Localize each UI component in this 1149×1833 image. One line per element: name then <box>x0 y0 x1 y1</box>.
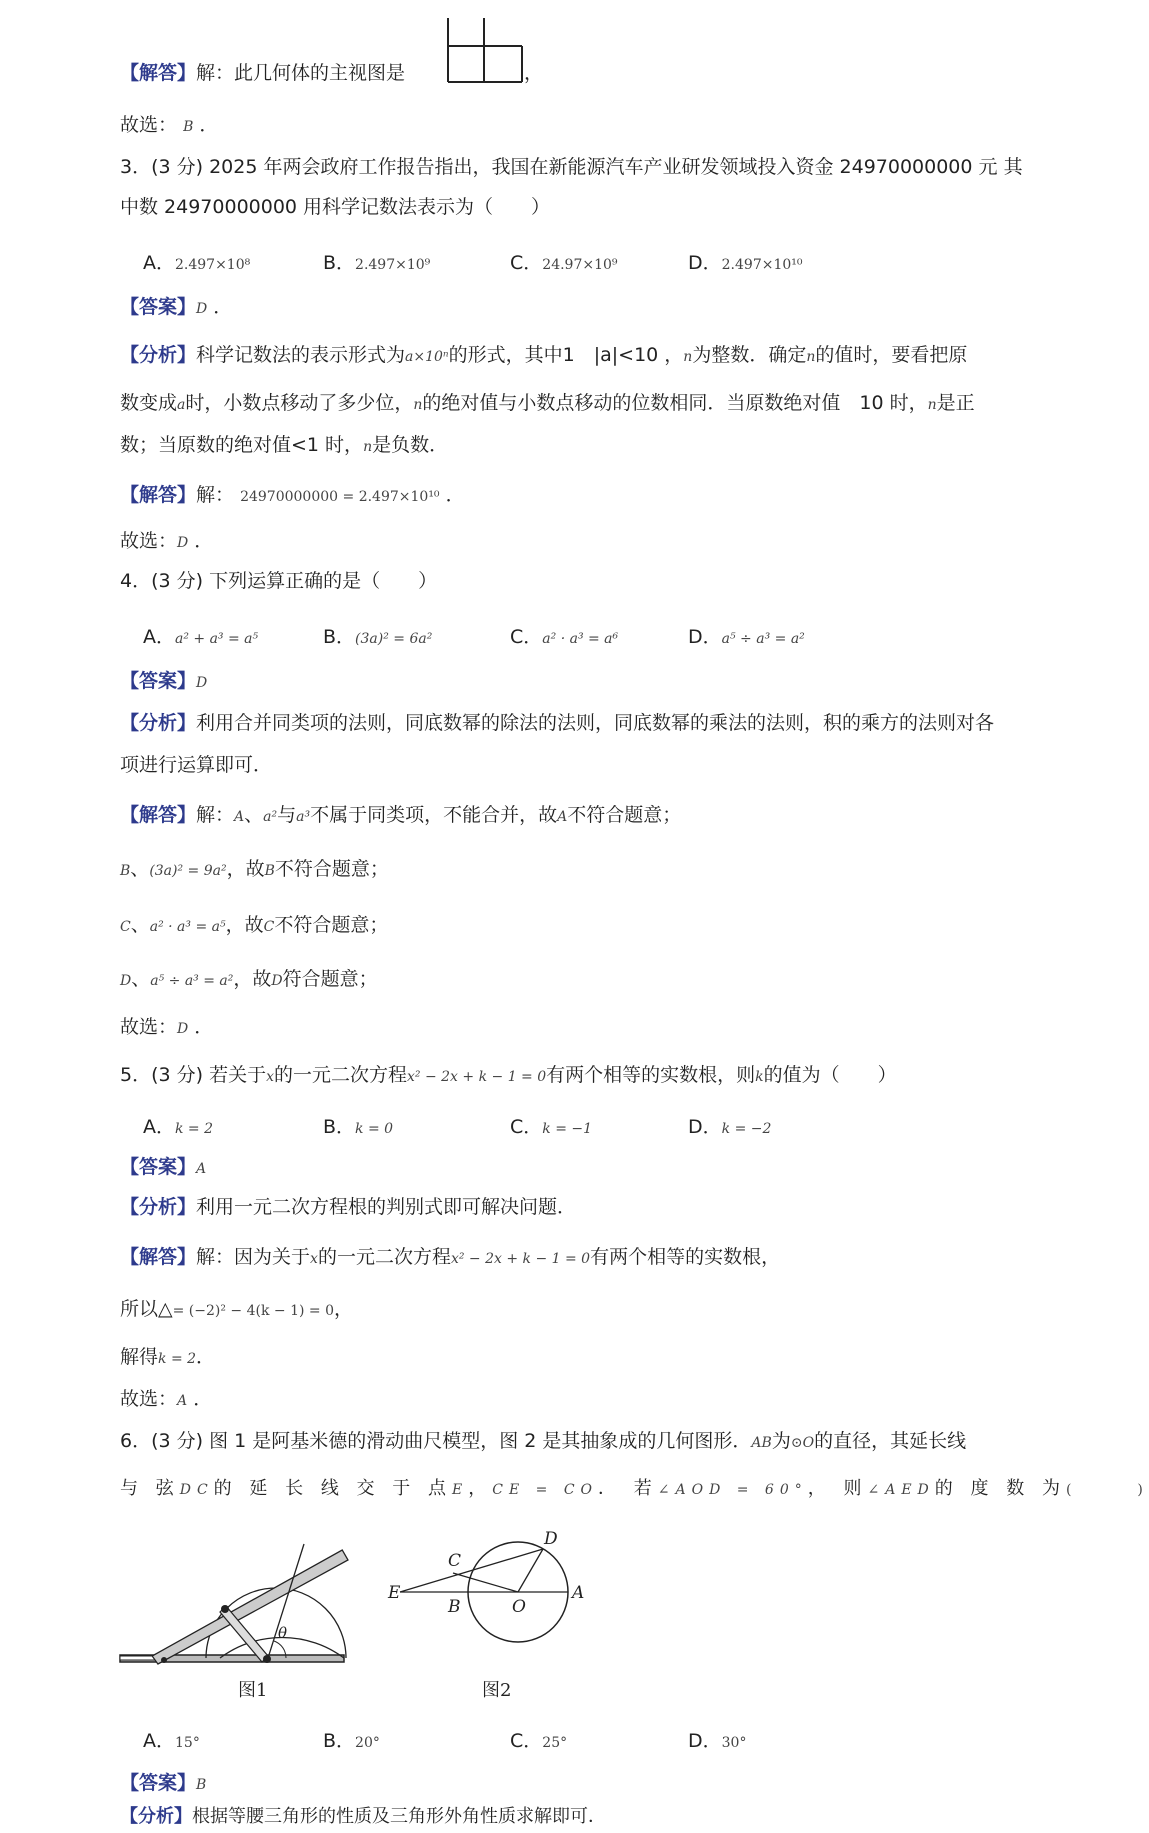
figure-2-circle <box>388 1520 608 1680</box>
q2-solution-line <box>120 62 405 85</box>
line-co <box>453 1573 518 1592</box>
q3-option-c[interactable]: C．24.97×10⁹ <box>510 252 618 274</box>
q4-option-a[interactable]: A．a² + a³ = a⁵ <box>143 626 259 648</box>
q3-choice-line: 故选：D ． <box>120 530 214 552</box>
q4-choice-line: 故选：D ． <box>120 1016 214 1038</box>
point-b: B <box>448 1597 461 1617</box>
theta-label: θ <box>278 1624 288 1642</box>
q6-option-d[interactable]: D．30° <box>688 1730 747 1752</box>
q4-solution-line4: D、a⁵ ÷ a³ = a²，故D符合题意； <box>120 968 378 990</box>
solution-tag: 【解答】 <box>120 62 197 84</box>
q5-option-a[interactable]: A．k = 2 <box>143 1116 214 1138</box>
q6-option-b[interactable]: B．20° <box>323 1730 380 1752</box>
q6-stem-line2: 与 弦DC的 延 长 线 交 于 点E，CE = CO． 若∠AOD = 60°， 则∠AED的 度 数 为( ) <box>120 1478 1149 1499</box>
choice-value: B <box>183 119 194 135</box>
q5-stem: 5．(3 分) 若关于x的一元二次方程x² − 2x + k − 1 = 0有两个相等的实数根，则k的值为（ ） <box>120 1064 897 1086</box>
q6-option-a[interactable]: A．15° <box>143 1730 200 1752</box>
q2-solution-comma: ， <box>524 62 544 84</box>
figure-2-caption: 图2 <box>482 1680 512 1701</box>
q3-option-b[interactable]: B．2.497×10⁹ <box>323 252 431 274</box>
q6-stem-line1: 6．(3 分) 图 1 是阿基米德的滑动曲尺模型，图 2 是其抽象成的几何图形．AB为⊙O的直径，其延长线 <box>120 1430 967 1452</box>
q4-option-c[interactable]: C．a² · a³ = a⁶ <box>510 626 619 648</box>
q3-stem-line1: 3．(3 分) 2025 年两会政府工作报告指出，我国在新能源汽车产业研发领域投入资金 24970000000 元 其 <box>120 156 1023 178</box>
q4-solution-line3: C、a² · a³ = a⁵，故C不符合题意； <box>120 914 389 936</box>
point-a: A <box>572 1583 585 1603</box>
q4-stem: 4．(3 分) 下列运算正确的是（ ） <box>120 570 438 592</box>
q5-solution-line1: 【解答】解：因为关于x的一元二次方程x² − 2x + k − 1 = 0有两个相等的实数根， <box>120 1246 781 1268</box>
q3-analysis-line2: 数变成a时，小数点移动了多少位，n的绝对值与小数点移动的位数相同．当原数绝对值 10 时，n是正 <box>120 392 975 414</box>
point-d: D <box>544 1529 558 1549</box>
q3-stem-line2: 中数 24970000000 用科学记数法表示为（ ） <box>120 196 551 218</box>
q6-option-c[interactable]: C．25° <box>510 1730 568 1752</box>
front-view-figure <box>446 18 524 86</box>
point-e: E <box>388 1583 401 1603</box>
answer-value: D <box>196 301 208 317</box>
q4-option-b[interactable]: B．(3a)² = 6a² <box>323 626 433 648</box>
q5-solution-line3: 解得k = 2． <box>120 1346 216 1368</box>
q3-analysis-line3: 数；当原数的绝对值<1 时，n是负数． <box>120 434 449 456</box>
q3-answer-line: 【答案】D ． <box>120 296 233 318</box>
q6-answer-line: 【答案】B <box>120 1772 207 1794</box>
point-o: O <box>512 1597 526 1617</box>
q4-analysis-line2: 项进行运算即可． <box>120 754 273 776</box>
q5-answer-line: 【答案】A <box>120 1156 207 1178</box>
q5-option-b[interactable]: B．k = 0 <box>323 1116 394 1138</box>
q5-option-d[interactable]: D．k = −2 <box>688 1116 772 1138</box>
q4-solution-line1: 【解答】解：A、a²与a³不属于同类项，不能合并，故A不符合题意； <box>120 804 682 826</box>
q5-option-c[interactable]: C．k = −1 <box>510 1116 593 1138</box>
q3-solution-line: 【解答】解： 24970000000 = 2.497×10¹⁰ ． <box>120 484 465 506</box>
solution-text: 解：此几何体的主视图是 <box>196 62 406 84</box>
q5-solution-line2: 所以△= (−2)² − 4(k − 1) = 0， <box>120 1298 354 1320</box>
q2-choice-line: 故选： B ． <box>120 114 219 136</box>
q4-option-d[interactable]: D．a⁵ ÷ a³ = a² <box>688 626 805 648</box>
q5-analysis-line: 【分析】利用一元二次方程根的判别式即可解决问题． <box>120 1196 577 1218</box>
q3-option-d[interactable]: D．2.497×10¹⁰ <box>688 252 803 274</box>
point-c: C <box>448 1551 462 1571</box>
q4-analysis-line1: 【分析】利用合并同类项的法则，同底数幂的除法的法则，同底数幂的乘法的法则，积的乘方的法则对各 <box>120 712 995 734</box>
q4-answer-line: 【答案】D <box>120 670 208 692</box>
q4-solution-line2: B、(3a)² = 9a²，故B不符合题意； <box>120 858 389 880</box>
q6-analysis-line: 【分析】根据等腰三角形的性质及三角形外角性质求解即可． <box>120 1806 606 1827</box>
q5-choice-line: 故选：A ． <box>120 1388 213 1410</box>
figure-1-caption: 图1 <box>238 1680 268 1701</box>
q3-option-a[interactable]: A．2.497×10⁸ <box>143 252 251 274</box>
q3-analysis-line1: 【分析】科学记数法的表示形式为a×10ⁿ的形式，其中1 |a|<10 ，n为整数．确定n的值时，要看把原 <box>120 344 968 366</box>
